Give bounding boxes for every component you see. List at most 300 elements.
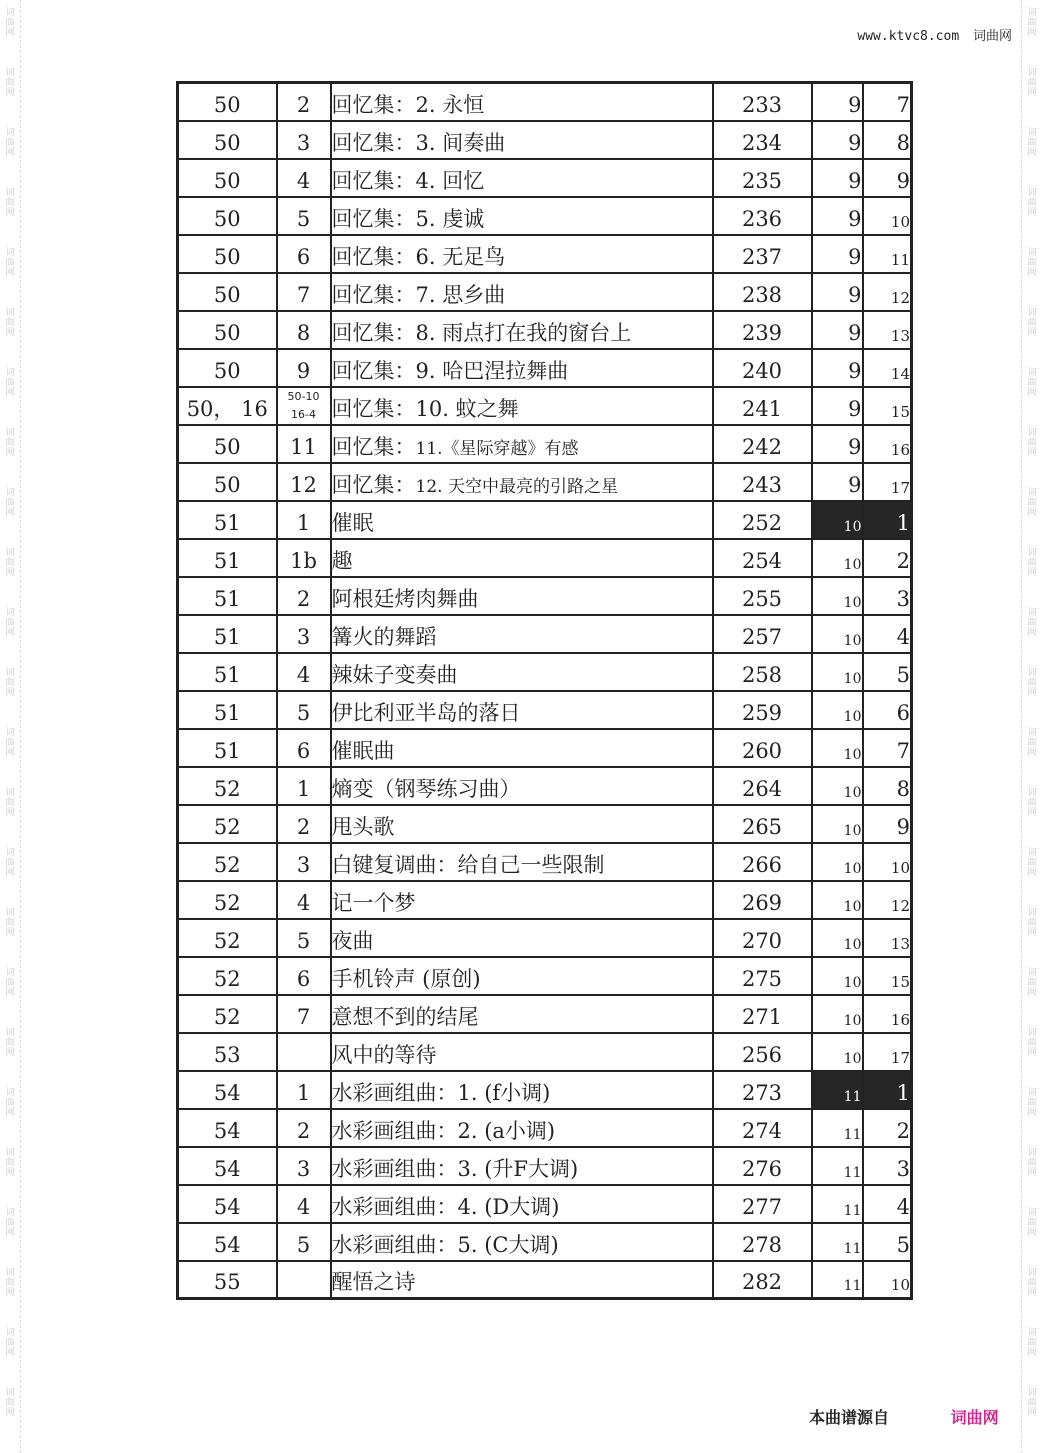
index-cell: 9: [863, 805, 912, 843]
watermark-text: 词 曲 网: [1027, 548, 1037, 578]
index-cell: 9: [863, 159, 912, 197]
page-cell: 243: [713, 463, 812, 501]
title-cell: [331, 1147, 713, 1185]
title-text: 水彩画组曲：4. (D大调): [331, 1194, 560, 1219]
title-text: 回忆集：: [331, 472, 416, 497]
page-cell: 255: [713, 577, 812, 615]
site-brand: 词曲网: [972, 29, 1012, 44]
number-cell: 1b: [277, 539, 331, 577]
index-cell: 10: [863, 1261, 912, 1299]
number-cell: 7: [277, 995, 331, 1033]
book-cell: 10: [812, 539, 863, 577]
title-text: 夜曲: [331, 928, 374, 953]
number-cell: 3: [277, 121, 331, 159]
volume-cell: 54: [178, 1071, 277, 1109]
table-row: [178, 83, 912, 121]
index-cell: 3: [863, 577, 912, 615]
volume-cell: 50: [178, 121, 277, 159]
book-cell: 11: [812, 1147, 863, 1185]
title-text: 回忆集：8. 雨点打在我的窗台上: [331, 320, 632, 345]
watermark-text: 词 曲 网: [5, 188, 15, 218]
volume-cell: 50: [178, 273, 277, 311]
index-cell: 1: [863, 501, 912, 539]
number-cell: 5: [277, 197, 331, 235]
book-cell: 11: [812, 1071, 863, 1109]
watermark-text: 词 曲 网: [1027, 428, 1037, 458]
number-cell: [277, 387, 331, 425]
volume-cell: 51: [178, 653, 277, 691]
book-cell: 9: [812, 349, 863, 387]
watermark-text: 词 曲 网: [1027, 8, 1037, 38]
title-cell: [331, 881, 713, 919]
table-row: [178, 1071, 912, 1109]
title-text: 回忆集：3. 间奏曲: [331, 130, 506, 155]
page-cell: 256: [713, 1033, 812, 1071]
book-cell: 10: [812, 881, 863, 919]
title-text: 篝火的舞蹈: [331, 624, 437, 649]
book-cell: 9: [812, 463, 863, 501]
table-row: [178, 159, 912, 197]
volume-cell: 52: [178, 843, 277, 881]
title-cell: [331, 1071, 713, 1109]
book-cell: 10: [812, 729, 863, 767]
title-cell: [331, 843, 713, 881]
table-row: [178, 767, 912, 805]
watermark-text: 词 曲 网: [1027, 308, 1037, 338]
title-text: 辣妹子变奏曲: [331, 662, 458, 687]
page-cell: 270: [713, 919, 812, 957]
table-row: [178, 501, 912, 539]
page-cell: 252: [713, 501, 812, 539]
page-cell: 260: [713, 729, 812, 767]
book-cell: 9: [812, 273, 863, 311]
table-row: [178, 349, 912, 387]
table-row: [178, 1147, 912, 1185]
book-cell: 11: [812, 1185, 863, 1223]
number-cell: 12: [277, 463, 331, 501]
index-cell: 8: [863, 767, 912, 805]
page-cell: 259: [713, 691, 812, 729]
number-cell: 2: [277, 805, 331, 843]
title-text: 回忆集：2. 永恒: [331, 92, 485, 117]
watermark-text: 词 曲 网: [1027, 1208, 1037, 1238]
book-cell: 10: [812, 805, 863, 843]
book-cell: 11: [812, 1109, 863, 1147]
title-cell: [331, 121, 713, 159]
number-cell: 5: [277, 691, 331, 729]
title-text: 回忆集：5. 虔诚: [331, 206, 485, 231]
number-cell: 3: [277, 615, 331, 653]
table-row: [178, 121, 912, 159]
index-cell: 17: [863, 1033, 912, 1071]
title-text: 水彩画组曲：1. (f小调): [331, 1080, 551, 1105]
page-cell: 242: [713, 425, 812, 463]
index-cell: 7: [863, 729, 912, 767]
watermark-text: 词 曲 网: [1027, 1028, 1037, 1058]
book-cell: 10: [812, 577, 863, 615]
page-cell: 235: [713, 159, 812, 197]
book-cell: 9: [812, 197, 863, 235]
index-cell: 1: [863, 1071, 912, 1109]
book-cell: 9: [812, 311, 863, 349]
title-cell: [331, 691, 713, 729]
number-cell: 4: [277, 159, 331, 197]
watermark-text: 词 曲 网: [5, 1088, 15, 1118]
title-text: 水彩画组曲：3. (升F大调): [331, 1156, 579, 1181]
title-text: 回忆集：7. 思乡曲: [331, 282, 506, 307]
watermark-text: 词 曲 网: [5, 668, 15, 698]
table-row: [178, 1223, 912, 1261]
title-cell: [331, 729, 713, 767]
watermark-text: 词 曲 网: [1027, 1328, 1037, 1358]
page-cell: 238: [713, 273, 812, 311]
title-cell: [331, 425, 713, 463]
book-cell: 9: [812, 83, 863, 121]
number-cell: 1: [277, 1071, 331, 1109]
index-cell: 13: [863, 919, 912, 957]
number-line-1: 50-10: [287, 389, 320, 403]
book-cell: 10: [812, 1033, 863, 1071]
number-cell: 6: [277, 235, 331, 273]
page-cell: 254: [713, 539, 812, 577]
number-cell: 1: [277, 767, 331, 805]
table-row: [178, 615, 912, 653]
table-row: [178, 957, 912, 995]
number-cell: 8: [277, 311, 331, 349]
page-cell: 277: [713, 1185, 812, 1223]
page-cell: 274: [713, 1109, 812, 1147]
number-cell: 3: [277, 1147, 331, 1185]
left-watermark-strip: [0, 0, 21, 1453]
page-cell: 275: [713, 957, 812, 995]
table-row: [178, 1261, 912, 1299]
index-cell: 5: [863, 1223, 912, 1261]
index-cell: 14: [863, 349, 912, 387]
volume-cell: 50: [178, 235, 277, 273]
watermark-text: 词 曲 网: [1027, 488, 1037, 518]
page-cell: 271: [713, 995, 812, 1033]
title-cell: [331, 387, 713, 425]
title-cell: [331, 501, 713, 539]
page-footer: [809, 1405, 999, 1428]
book-cell: 10: [812, 653, 863, 691]
title-subtext: 11.《星际穿越》有感: [415, 438, 579, 459]
number-cell: [277, 1033, 331, 1071]
number-cell: 4: [277, 1185, 331, 1223]
table-row: [178, 539, 912, 577]
book-cell: 9: [812, 425, 863, 463]
page-header: [857, 25, 1012, 44]
title-cell: [331, 1185, 713, 1223]
watermark-text: 词 曲 网: [1027, 608, 1037, 638]
watermark-text: 词 曲 网: [5, 1388, 15, 1418]
book-cell: 10: [812, 615, 863, 653]
title-cell: [331, 577, 713, 615]
page-cell: 278: [713, 1223, 812, 1261]
title-text: 甩头歌: [331, 814, 395, 839]
index-cell: 12: [863, 273, 912, 311]
watermark-text: 词 曲 网: [5, 728, 15, 758]
table-row: [178, 273, 912, 311]
site-url[interactable]: www.ktvc8.com: [857, 29, 960, 44]
table-row: [178, 235, 912, 273]
book-cell: 10: [812, 691, 863, 729]
watermark-text: 词 曲 网: [1027, 368, 1037, 398]
title-cell: [331, 1109, 713, 1147]
number-cell: 5: [277, 919, 331, 957]
page-cell: 265: [713, 805, 812, 843]
volume-cell: 50: [178, 311, 277, 349]
table-row: [178, 387, 912, 425]
table-row: [178, 691, 912, 729]
book-cell: 9: [812, 235, 863, 273]
title-text: 伊比利亚半岛的落日: [331, 700, 521, 725]
watermark-text: 词 曲 网: [1027, 1268, 1037, 1298]
title-cell: [331, 995, 713, 1033]
index-cell: 17: [863, 463, 912, 501]
index-cell: 3: [863, 1147, 912, 1185]
title-text: 催眠曲: [331, 738, 395, 763]
book-cell: 11: [812, 1223, 863, 1261]
title-text: 回忆集：6. 无足鸟: [331, 244, 506, 269]
title-text: 水彩画组曲：2. (a小调): [331, 1118, 556, 1143]
number-cell: 2: [277, 577, 331, 615]
number-cell: 4: [277, 881, 331, 919]
index-cell: 16: [863, 425, 912, 463]
index-cell: 10: [863, 197, 912, 235]
title-cell: [331, 1261, 713, 1299]
book-cell: 10: [812, 843, 863, 881]
book-cell: 10: [812, 919, 863, 957]
watermark-text: 词 曲 网: [1027, 1148, 1037, 1178]
page-cell: 239: [713, 311, 812, 349]
table-row: [178, 843, 912, 881]
volume-cell: 51: [178, 691, 277, 729]
index-cell: 4: [863, 615, 912, 653]
page-cell: 240: [713, 349, 812, 387]
score-index-table: [176, 81, 913, 1300]
footer-source-label: 本曲谱源自: [809, 1408, 890, 1427]
page-cell: 269: [713, 881, 812, 919]
index-cell: 12: [863, 881, 912, 919]
watermark-text: 词 曲 网: [5, 848, 15, 878]
volume-cell: 51: [178, 577, 277, 615]
watermark-text: 词 曲 网: [1027, 788, 1037, 818]
title-text: 回忆集：: [331, 434, 416, 459]
watermark-text: 词 曲 网: [1027, 248, 1037, 278]
title-text: 熵变（钢琴练习曲）: [331, 776, 521, 801]
number-cell: 4: [277, 653, 331, 691]
volume-cell: 52: [178, 995, 277, 1033]
right-watermark-strip: [1021, 0, 1042, 1453]
book-cell: 9: [812, 387, 863, 425]
table-row: [178, 881, 912, 919]
title-text: 阿根廷烤肉舞曲: [331, 586, 479, 611]
watermark-text: 词 曲 网: [5, 308, 15, 338]
title-cell: [331, 349, 713, 387]
watermark-text: 词 曲 网: [1027, 1388, 1037, 1418]
watermark-text: 词 曲 网: [5, 128, 15, 158]
number-cell: 11: [277, 425, 331, 463]
title-cell: [331, 539, 713, 577]
watermark-text: 词 曲 网: [5, 1268, 15, 1298]
watermark-text: 词 曲 网: [1027, 968, 1037, 998]
watermark-text: 词 曲 网: [5, 1148, 15, 1178]
watermark-text: 词 曲 网: [1027, 908, 1037, 938]
volume-cell: 54: [178, 1147, 277, 1185]
index-cell: 7: [863, 83, 912, 121]
watermark-text: 词 曲 网: [1027, 188, 1037, 218]
title-text: 记一个梦: [331, 890, 416, 915]
title-text: 水彩画组曲：5. (C大调): [331, 1232, 559, 1257]
table-row: [178, 995, 912, 1033]
volume-cell: 52: [178, 767, 277, 805]
title-cell: [331, 197, 713, 235]
volume-cell: 52: [178, 881, 277, 919]
title-cell: [331, 653, 713, 691]
number-cell: 2: [277, 83, 331, 121]
title-cell: [331, 273, 713, 311]
title-cell: [331, 463, 713, 501]
table-row: [178, 805, 912, 843]
watermark-text: 词 曲 网: [5, 908, 15, 938]
title-cell: [331, 919, 713, 957]
page-cell: 237: [713, 235, 812, 273]
title-cell: [331, 615, 713, 653]
title-cell: [331, 235, 713, 273]
index-cell: 6: [863, 691, 912, 729]
page-cell: 266: [713, 843, 812, 881]
volume-cell: 54: [178, 1185, 277, 1223]
volume-cell: 50: [178, 83, 277, 121]
watermark-text: 词 曲 网: [1027, 128, 1037, 158]
watermark-text: 词 曲 网: [5, 548, 15, 578]
watermark-text: 词 曲 网: [5, 428, 15, 458]
table-row: [178, 577, 912, 615]
table-row: [178, 729, 912, 767]
title-cell: [331, 767, 713, 805]
volume-cell: 50: [178, 159, 277, 197]
volume-cell: 52: [178, 957, 277, 995]
volume-cell: 55: [178, 1261, 277, 1299]
number-cell: 5: [277, 1223, 331, 1261]
index-cell: 5: [863, 653, 912, 691]
title-text: 醒悟之诗: [331, 1270, 416, 1294]
page-cell: 273: [713, 1071, 812, 1109]
title-text: 趣: [331, 548, 353, 573]
table-row: [178, 1033, 912, 1071]
book-cell: 10: [812, 501, 863, 539]
number-line-2: 16-4: [291, 407, 316, 421]
watermark-text: 词 曲 网: [1027, 728, 1037, 758]
volume-cell: 51: [178, 729, 277, 767]
number-cell: 9: [277, 349, 331, 387]
table-row: [178, 919, 912, 957]
table-row: [178, 425, 912, 463]
index-cell: 2: [863, 1109, 912, 1147]
index-cell: 15: [863, 957, 912, 995]
index-cell: 8: [863, 121, 912, 159]
watermark-text: 词 曲 网: [5, 968, 15, 998]
number-cell: [277, 1261, 331, 1299]
volume-cell: 51: [178, 501, 277, 539]
page-cell: 264: [713, 767, 812, 805]
watermark-text: 词 曲 网: [5, 8, 15, 38]
volume-cell: 54: [178, 1223, 277, 1261]
volume-cell: 50: [178, 197, 277, 235]
number-cell: 7: [277, 273, 331, 311]
page-cell: 233: [713, 83, 812, 121]
watermark-text: 词 曲 网: [5, 488, 15, 518]
title-cell: [331, 1033, 713, 1071]
volume-cell: 51: [178, 539, 277, 577]
watermark-text: 词 曲 网: [1027, 668, 1037, 698]
index-cell: 4: [863, 1185, 912, 1223]
watermark-text: 词 曲 网: [5, 608, 15, 638]
page-cell: 234: [713, 121, 812, 159]
book-cell: 9: [812, 121, 863, 159]
page-cell: 258: [713, 653, 812, 691]
volume-cell: 54: [178, 1109, 277, 1147]
title-cell: [331, 311, 713, 349]
table-row: [178, 463, 912, 501]
number-cell: 2: [277, 1109, 331, 1147]
table-row: [178, 197, 912, 235]
watermark-text: 词 曲 网: [5, 68, 15, 98]
number-cell: 6: [277, 957, 331, 995]
table-row: [178, 1185, 912, 1223]
page-cell: 257: [713, 615, 812, 653]
index-cell: 16: [863, 995, 912, 1033]
volume-cell: 50: [178, 349, 277, 387]
watermark-text: 词 曲 网: [5, 1328, 15, 1358]
page-cell: 282: [713, 1261, 812, 1299]
title-cell: [331, 159, 713, 197]
footer-brand-link[interactable]: 词曲网: [950, 1408, 999, 1427]
watermark-text: 词 曲 网: [1027, 848, 1037, 878]
table-row: [178, 653, 912, 691]
title-text: 意想不到的结尾: [331, 1004, 479, 1029]
watermark-text: 词 曲 网: [1027, 1088, 1037, 1118]
index-cell: 13: [863, 311, 912, 349]
volume-cell: 53: [178, 1033, 277, 1071]
title-text: 白键复调曲：给自己一些限制: [331, 852, 605, 877]
index-cell: 10: [863, 843, 912, 881]
title-subtext: 12. 天空中最亮的引路之星: [415, 476, 618, 497]
book-cell: 10: [812, 995, 863, 1033]
number-cell: 3: [277, 843, 331, 881]
watermark-text: 词 曲 网: [1027, 68, 1037, 98]
title-text: 风中的等待: [331, 1042, 437, 1067]
title-text: 回忆集：10. 蚊之舞: [331, 396, 519, 421]
page-cell: 276: [713, 1147, 812, 1185]
book-cell: 9: [812, 159, 863, 197]
table-row: [178, 1109, 912, 1147]
book-cell: 10: [812, 957, 863, 995]
index-cell: 15: [863, 387, 912, 425]
volume-cell: 50: [178, 463, 277, 501]
volume-cell: 51: [178, 615, 277, 653]
number-cell: 1: [277, 501, 331, 539]
page-cell: 241: [713, 387, 812, 425]
watermark-text: 词 曲 网: [5, 368, 15, 398]
page-cell: 236: [713, 197, 812, 235]
watermark-text: 词 曲 网: [5, 248, 15, 278]
number-cell: 6: [277, 729, 331, 767]
volume-cell: 50， 16: [178, 387, 277, 425]
book-cell: 10: [812, 767, 863, 805]
volume-cell: 52: [178, 805, 277, 843]
